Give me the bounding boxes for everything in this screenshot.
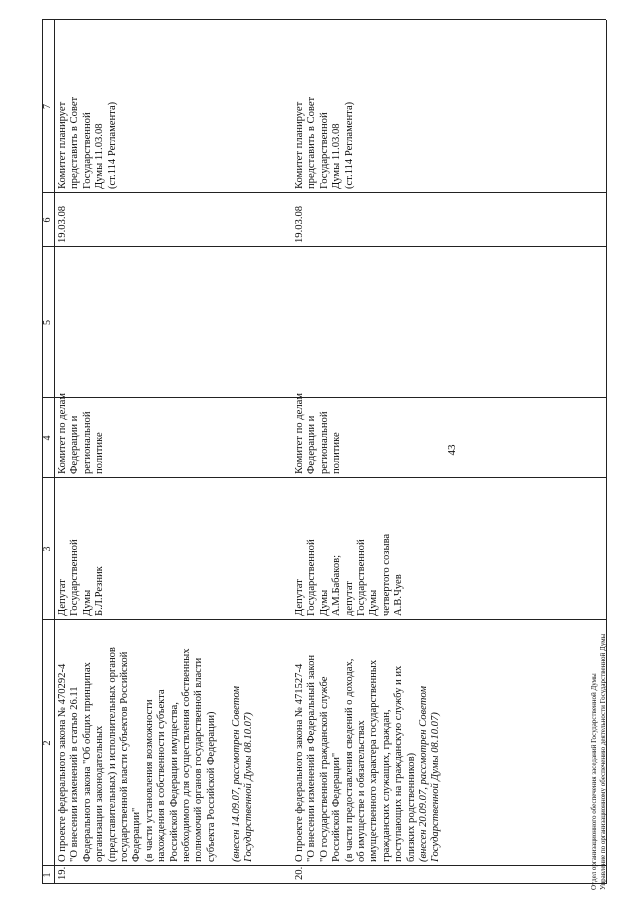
bill-note: (внесен 14.09.07, рассмотрен Советом Государственной Думы 08.10.07) — [231, 686, 255, 862]
table-right-border — [42, 19, 606, 20]
footer-department: Отдел организационного обеспечения заседаний Государственной Думы — [590, 673, 598, 890]
bill-author: Депутат Государственной Думы А.М.Бабаков; депутат Государственной Думы четвертого созыва А.В.Чуев — [294, 533, 405, 616]
footer-directorate: Управление по организационному обеспечению деятельности Государственной Думы — [599, 633, 607, 890]
page-number: 43 — [446, 444, 458, 456]
header-divider — [54, 20, 55, 884]
remark: Комитет планирует представить в Совет Государственной Думы 11.03.08 (ст.114 Регламента) — [294, 96, 355, 189]
col-divider — [42, 865, 606, 866]
remark: Комитет планирует представить в Совет Государственной Думы 11.03.08 (ст.114 Регламента) — [57, 96, 118, 189]
column-number: 1 — [42, 872, 53, 878]
column-number: 5 — [42, 320, 53, 325]
bill-title: О проекте федерального закона № 470292-4 "О внесении изменений в статью 26.11 Федерального закона "Об общих принципах организации законодательных (представительных) и исполнительных органов государственной власти субъектов Российской Федерации" (в части установления возможности нахождения в собственности субъекта Российской Федерации имущества, необходимого для осуществления собственных полномочий органов государственной власти субъекта Российской Федерации) — [57, 647, 217, 862]
column-number: 6 — [42, 217, 53, 223]
bill-note: (внесен 20.09.07, рассмотрен Советом Государственной Думы 08.10.07) — [418, 686, 442, 862]
col-divider — [42, 619, 606, 620]
column-number: 3 — [42, 546, 53, 552]
table-left-border — [42, 883, 606, 884]
committee: Комитет по делам Федерации и региональной политике — [294, 392, 343, 474]
column-number: 2 — [42, 740, 53, 746]
row-number: 20. — [294, 866, 305, 880]
row-number: 19. — [57, 866, 68, 880]
column-number: 4 — [42, 435, 53, 441]
bill-author: Депутат Государственной Думы Б.Л.Резник — [57, 539, 106, 616]
legislation-table — [42, 20, 606, 884]
date: 19.03.08 — [57, 205, 68, 243]
page-footer — [590, 634, 608, 890]
column-number: 7 — [42, 104, 53, 109]
col-divider — [42, 246, 606, 247]
committee: Комитет по делам Федерации и региональной политике — [57, 392, 106, 474]
bill-title: О проекте федерального закона № 471527-4 "О внесении изменений в Федеральный закон "О государственной гражданской службе Российской Федерации" (в части предоставления сведений о доходах, об имуществе и обязательствах имущественного характера государственных гражданских служащих, граждан, поступающих на гражданскую службу и их близких родственников) — [294, 654, 417, 862]
col-divider — [42, 192, 606, 193]
date: 19.03.08 — [294, 205, 305, 243]
col-divider — [42, 477, 606, 478]
